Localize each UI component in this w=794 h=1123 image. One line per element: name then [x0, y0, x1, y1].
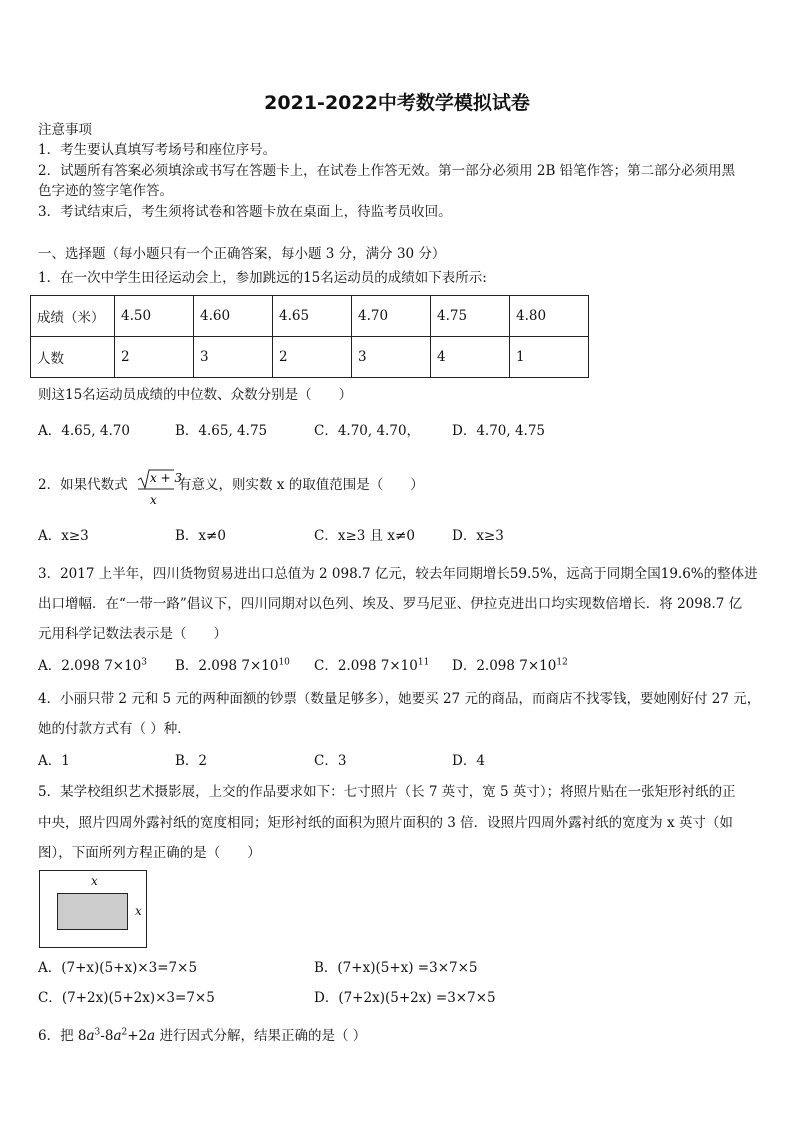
q5-line-3: 图），下面所列方程正确的是（ ）	[38, 845, 261, 861]
photo-rectangle	[57, 893, 128, 930]
q3-option-b	[175, 656, 290, 676]
text: 6．把 8	[38, 1028, 87, 1044]
table-cell: 4.60	[194, 296, 273, 337]
option-exponent: 11	[417, 657, 430, 668]
variable: a	[86, 1028, 95, 1044]
q2-option-b: B．x≠0	[175, 528, 226, 544]
notes-item-1: 1．考生要认真填写考场号和座位序号。	[38, 142, 277, 158]
option-text: B．2.098 7×10	[175, 658, 279, 674]
notes-heading: 注意事项	[38, 122, 92, 138]
q2-numerator: x + 3	[150, 471, 183, 485]
table-row	[31, 337, 589, 378]
q3-option-d	[452, 656, 568, 676]
q1-score-table	[30, 295, 589, 378]
q4-line-2: 她的付款方式有（ ）种．	[38, 721, 191, 737]
q1-option-a: A．4.65, 4.70	[38, 423, 130, 439]
q3-line-1: 3．2017 上半年，四川货物贸易进出口总值为 2 098.7 亿元，较去年同期增长59.5%，远高于同期全国19.6%的整体进	[38, 566, 758, 582]
q5-option-c: C．(7+2x)(5+2x)×3=7×5	[38, 990, 215, 1006]
q4-line-1: 4．小丽只带 2 元和 5 元的两种面额的钞票（数量足够多），她要买 27 元的商品，而商店不找零钱，要她刚好付 27 元，	[38, 691, 761, 707]
table-row	[31, 296, 589, 337]
q3-option-a	[38, 656, 147, 676]
option-exponent: 10	[278, 657, 290, 668]
q2-option-c: C．x≥3 且 x≠0	[314, 528, 415, 544]
table-cell: 4.65	[273, 296, 352, 337]
page-title: 2021-2022中考数学模拟试卷	[264, 92, 530, 114]
variable: a	[113, 1028, 122, 1044]
table-cell: 4.80	[510, 296, 589, 337]
q3-line-2: 出口增幅．在“一带一路”倡议下，四川同期对以色列、埃及、罗马尼亚、伊拉克进出口均实现数倍增长．将 2098.7 亿	[38, 596, 743, 612]
q4-option-d: D．4	[452, 753, 485, 769]
q5-option-d: D．(7+2x)(5+2x) =3×7×5	[314, 990, 496, 1006]
table-cell: 4.50	[115, 296, 194, 337]
q5-figure-label-right: x	[135, 904, 142, 918]
q5-option-b: B．(7+x)(5+x) =3×7×5	[314, 960, 478, 976]
variable: a	[147, 1028, 156, 1044]
q1-option-b: B．4.65, 4.75	[175, 423, 268, 439]
q1-option-d: D．4.70, 4.75	[452, 423, 546, 439]
table-cell: 4.75	[431, 296, 510, 337]
table-cell: 4	[431, 337, 510, 378]
q5-line-1: 5．某学校组织艺术摄影展，上交的作品要求如下：七寸照片（长 7 英寸，宽 5 英寸）；将照片贴在一张矩形衬纸的正	[38, 784, 736, 800]
text: -8	[100, 1028, 114, 1044]
q5-figure-label-top: x	[91, 874, 98, 888]
table-row-label: 人数	[31, 337, 115, 378]
notes-item-2-line1: 2．试题所有答案必须填涂或书写在答题卡上，在试卷上作答无效。第一部分必须用 2B 铅笔作答；第二部分必须用黑	[38, 163, 736, 179]
q5-figure	[39, 870, 147, 948]
q6-stem	[38, 1026, 366, 1046]
option-text: C．2.098 7×10	[314, 658, 418, 674]
table-cell: 4.70	[352, 296, 431, 337]
q4-option-a: A．1	[38, 753, 70, 769]
exponent: 2	[121, 1027, 128, 1038]
table-cell: 2	[115, 337, 194, 378]
q3-option-c	[314, 656, 429, 676]
q1-question: 则这15名运动员成绩的中位数、众数分别是（ ）	[38, 387, 353, 403]
table-row-label: 成绩（米）	[31, 296, 115, 337]
table-cell: 1	[510, 337, 589, 378]
q2-prefix: 2．如果代数式	[38, 477, 128, 493]
option-exponent: 12	[556, 657, 568, 668]
q3-line-3: 元用科学记数法表示是（ ）	[38, 626, 227, 642]
option-text: A．2.098 7×10	[38, 658, 142, 674]
table-cell: 3	[352, 337, 431, 378]
notes-item-3: 3．考试结束后，考生须将试卷和答题卡放在桌面上，待监考员收回。	[38, 204, 452, 220]
table-cell: 2	[273, 337, 352, 378]
q2-denominator: x	[150, 493, 157, 507]
text: +2	[127, 1028, 148, 1044]
q5-line-2: 中央，照片四周外露衬纸的宽度相同；矩形衬纸的面积为照片面积的 3 倍．设照片四周外露衬纸的宽度为 x 英寸（如	[38, 815, 733, 831]
exponent: 3	[94, 1027, 101, 1038]
text: 进行因式分解，结果正确的是（ ）	[155, 1028, 367, 1044]
q2-fraction	[137, 468, 183, 508]
q2-option-d: D．x≥3	[452, 528, 504, 544]
q4-option-c: C．3	[314, 753, 347, 769]
q2-suffix: 有意义，则实数 x 的取值范围是（ ）	[178, 477, 424, 493]
option-text: D．2.098 7×10	[452, 658, 557, 674]
q2-option-a: A．x≥3	[38, 528, 89, 544]
q4-option-b: B．2	[175, 753, 208, 769]
table-cell: 3	[194, 337, 273, 378]
section-heading: 一、选择题（每小题只有一个正确答案，每小题 3 分，满分 30 分）	[38, 246, 446, 262]
q5-option-a: A．(7+x)(5+x)×3=7×5	[38, 960, 198, 976]
option-exponent: 3	[141, 657, 148, 668]
q1-stem: 1．在一次中学生田径运动会上，参加跳远的15名运动员的成绩如下表所示:	[38, 270, 487, 286]
q1-option-c: C．4.70, 4.70，	[314, 423, 421, 439]
notes-item-2-line2: 色字迹的签字笔作答。	[38, 183, 173, 199]
